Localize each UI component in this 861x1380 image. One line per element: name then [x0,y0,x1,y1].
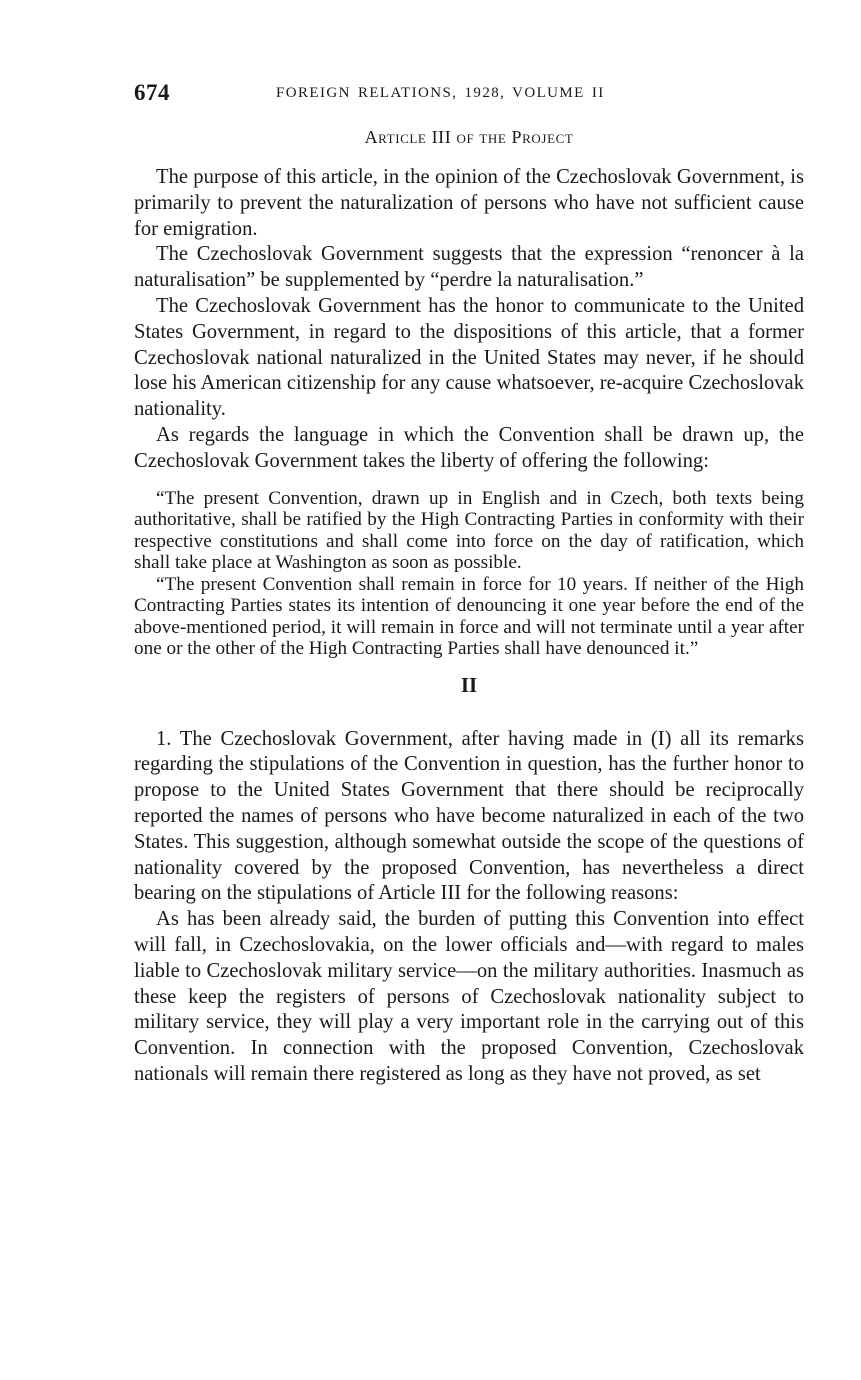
body-paragraph: The Czechoslovak Government suggests that the expression “renoncer à la naturalisation” be supplemented by “perdre la naturalisation.” [134,243,804,292]
body-paragraph: The purpose of this article, in the opinion of the Czechoslovak Government, is primarily to prevent the naturalization of persons who have not sufficient cause for emigration. [134,166,804,240]
block-quote [134,488,804,660]
body-paragraph: 1. The Czechoslovak Government, after having made in (I) all its remarks regarding the stipulations of the Convention in question, has the further honor to propose to the United States Government that there should be reciprocally reported the names of persons who have become naturalized in each of the two States. This suggestion, although somewhat outside the scope of the questions of nationality covered by the proposed Convention, has nevertheless a direct bearing on the stipulations of Article III for the following reasons: [134,727,804,905]
body-paragraph: As regards the language in which the Convention shall be drawn up, the Czechoslovak Government takes the liberty of offering the following: [134,423,804,472]
part-heading: II [460,672,478,697]
page-number: 674 [134,80,170,105]
quote-paragraph: “The present Convention, drawn up in English and in Czech, both texts being authoritative, shall be ratified by the High Contracting Parties in conformity with their respective constitutions and shall come into force on the day of ratification, which shall take place at Washington as soon as possible. [134,487,804,574]
body-paragraph: The Czechoslovak Government has the honor to communicate to the United States Government, in regard to the dispositions of this article, that a former Czechoslovak national naturalized in the United States may never, if he should lose his American citizenship for any cause whatsoever, re-acquire Czechoslovak nationality. [134,294,804,421]
running-title: FOREIGN RELATIONS, 1928, VOLUME II [276,85,605,101]
section-heading: Article III of the Project [364,127,574,147]
body-paragraph: As has been already said, the burden of putting this Convention into effect will fall, in Czechoslovakia, on the lower officials and—with regard to males liable to Czechoslovak military service—on the military authorities. Inasmuch as these keep the registers of persons of Czechoslovak nationality subject to military service, they will play a very important role in the carrying out of this Convention. In connection with the proposed Convention, Czechoslovak nationals will remain there registered as long as they have not proved, as set [134,908,804,1085]
running-head [134,80,804,112]
document-page [134,80,804,1088]
quote-paragraph: “The present Convention shall remain in force for 10 years. If neither of the High Contracting Parties states its intention of denouncing it one year before the end of the above-mentioned period, it will remain in force and will not terminate until a year after one or the other of the High Contracting Parties shall have denounced it.” [134,573,804,660]
